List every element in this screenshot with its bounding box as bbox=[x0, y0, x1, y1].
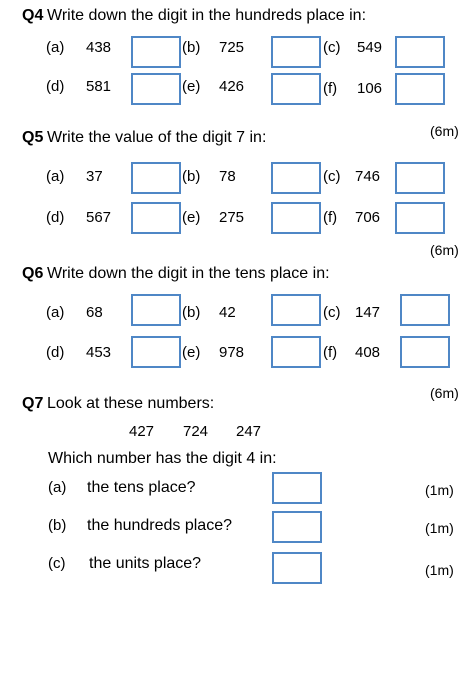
answer-box[interactable] bbox=[131, 162, 181, 194]
marks-label: (6m) bbox=[430, 385, 459, 401]
item-value: 78 bbox=[219, 168, 236, 185]
question-text: Write down the digit in the hundreds place in: bbox=[47, 7, 367, 24]
item-value: 42 bbox=[219, 304, 236, 321]
item-label: (b) bbox=[182, 39, 201, 56]
number-item: 427 bbox=[129, 423, 155, 440]
item-value: 746 bbox=[355, 168, 381, 185]
item-value: 706 bbox=[355, 209, 381, 226]
answer-box[interactable] bbox=[395, 36, 445, 68]
item-value: 567 bbox=[86, 209, 112, 226]
answer-box[interactable] bbox=[271, 36, 321, 68]
item-label: (e) bbox=[182, 209, 201, 226]
part-text: the hundreds place? bbox=[87, 517, 232, 534]
item-value: 453 bbox=[86, 344, 112, 361]
answer-box[interactable] bbox=[400, 336, 450, 368]
answer-box[interactable] bbox=[272, 552, 322, 584]
question-number: Q6 bbox=[22, 265, 44, 282]
question-text: Write the value of the digit 7 in: bbox=[47, 129, 267, 146]
answer-box[interactable] bbox=[395, 73, 445, 105]
answer-box[interactable] bbox=[131, 294, 181, 326]
marks-label: (6m) bbox=[430, 123, 459, 139]
item-label: (c) bbox=[323, 39, 341, 56]
part-label: (a) bbox=[48, 479, 67, 496]
item-value: 106 bbox=[357, 80, 383, 97]
item-label: (f) bbox=[323, 209, 338, 226]
answer-box[interactable] bbox=[131, 73, 181, 105]
part-text: the units place? bbox=[89, 555, 202, 572]
item-label: (c) bbox=[323, 304, 341, 321]
part-label: (b) bbox=[48, 517, 67, 534]
item-label: (a) bbox=[46, 304, 65, 321]
answer-box[interactable] bbox=[271, 73, 321, 105]
item-label: (a) bbox=[46, 168, 65, 185]
answer-box[interactable] bbox=[400, 294, 450, 326]
question-number: Q7 bbox=[22, 395, 44, 412]
answer-box[interactable] bbox=[395, 162, 445, 194]
item-label: (f) bbox=[323, 80, 338, 97]
item-label: (c) bbox=[323, 168, 341, 185]
number-item: 247 bbox=[236, 423, 262, 440]
marks-label: (1m) bbox=[425, 562, 454, 578]
item-label: (d) bbox=[46, 344, 65, 361]
item-value: 147 bbox=[355, 304, 381, 321]
item-label: (a) bbox=[46, 39, 65, 56]
item-label: (d) bbox=[46, 209, 65, 226]
part-text: the tens place? bbox=[87, 479, 196, 496]
item-label: (b) bbox=[182, 304, 201, 321]
answer-box[interactable] bbox=[271, 336, 321, 368]
question-number: Q4 bbox=[22, 7, 44, 24]
item-label: (e) bbox=[182, 78, 201, 95]
answer-box[interactable] bbox=[131, 202, 181, 234]
item-label: (e) bbox=[182, 344, 201, 361]
item-value: 37 bbox=[86, 168, 103, 185]
item-value: 725 bbox=[219, 39, 245, 56]
item-label: (d) bbox=[46, 78, 65, 95]
marks-label: (1m) bbox=[425, 482, 454, 498]
marks-label: (1m) bbox=[425, 520, 454, 536]
number-item: 724 bbox=[183, 423, 209, 440]
question-prompt: Which number has the digit 4 in: bbox=[48, 450, 277, 467]
question-number: Q5 bbox=[22, 129, 44, 146]
answer-box[interactable] bbox=[272, 472, 322, 504]
answer-box[interactable] bbox=[271, 294, 321, 326]
question-text: Look at these numbers: bbox=[47, 395, 215, 412]
item-value: 275 bbox=[219, 209, 245, 226]
item-value: 549 bbox=[357, 39, 383, 56]
question-text: Write down the digit in the tens place in: bbox=[47, 265, 330, 282]
item-label: (b) bbox=[182, 168, 201, 185]
answer-box[interactable] bbox=[131, 336, 181, 368]
answer-box[interactable] bbox=[271, 202, 321, 234]
answer-box[interactable] bbox=[395, 202, 445, 234]
part-label: (c) bbox=[48, 555, 66, 572]
marks-label: (6m) bbox=[430, 242, 459, 258]
item-label: (f) bbox=[323, 344, 338, 361]
item-value: 581 bbox=[86, 78, 112, 95]
answer-box[interactable] bbox=[271, 162, 321, 194]
answer-box[interactable] bbox=[131, 36, 181, 68]
item-value: 978 bbox=[219, 344, 245, 361]
item-value: 68 bbox=[86, 304, 103, 321]
answer-box[interactable] bbox=[272, 511, 322, 543]
item-value: 438 bbox=[86, 39, 112, 56]
item-value: 408 bbox=[355, 344, 381, 361]
item-value: 426 bbox=[219, 78, 245, 95]
